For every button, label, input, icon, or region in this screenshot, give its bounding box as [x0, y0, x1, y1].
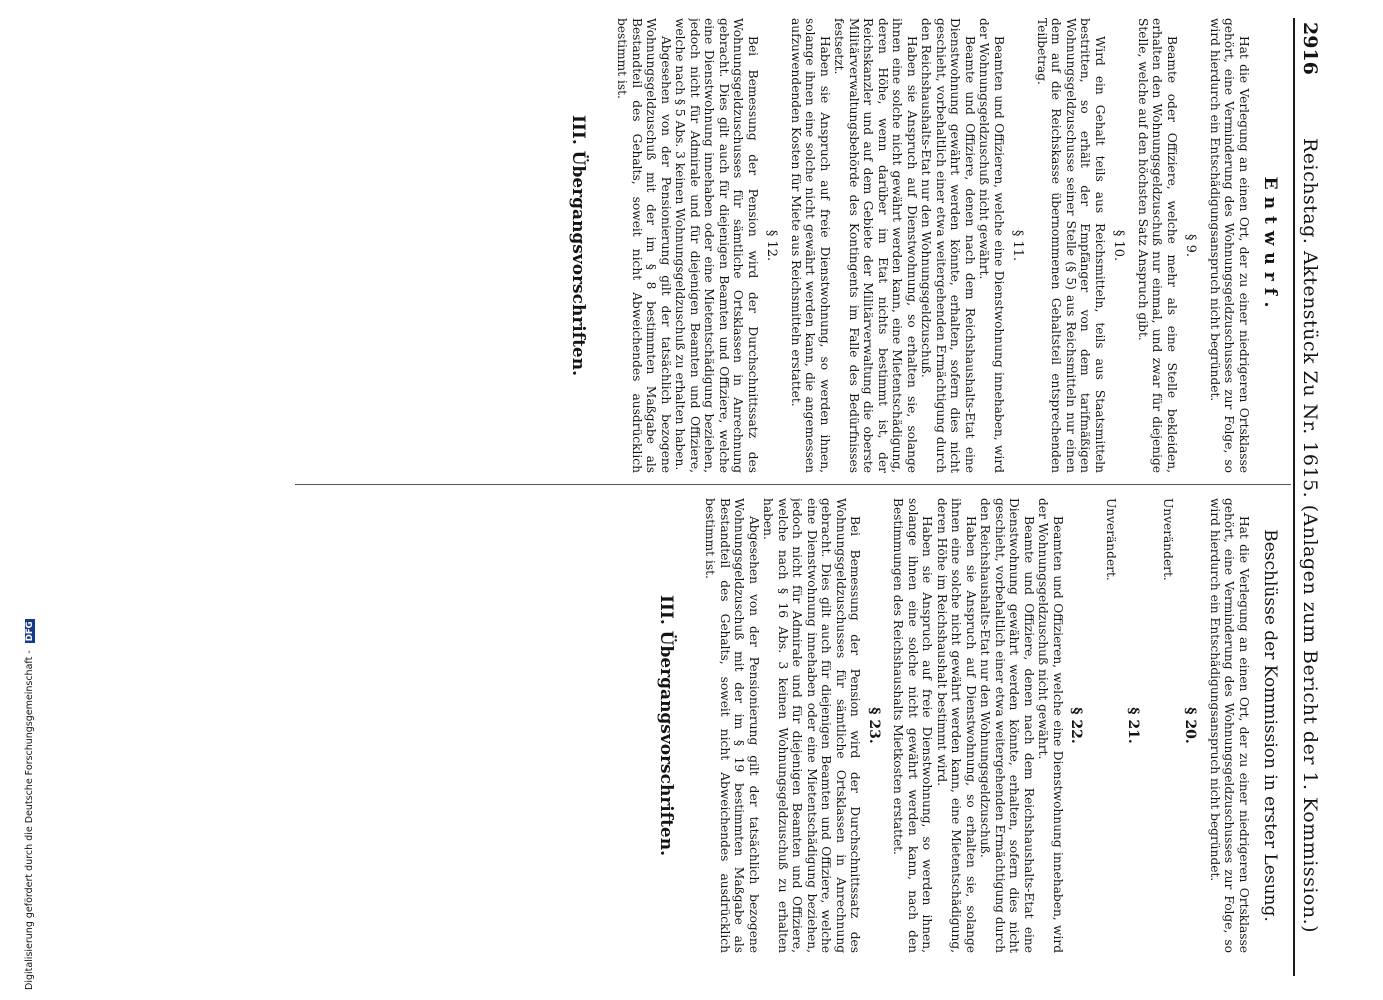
section-22-para-4: Haben sie Anspruch auf freie Dienstwohnung, so werden ihnen, solange ihnen eine solche nicht gewährt werden kann, nach den Bestimmungen des Reichshaushalts Mietkosten erstattet. — [891, 498, 935, 953]
section-12-heading: § 12. — [764, 229, 780, 262]
section-10-text: Wird ein Gehalt teils aus Reichsmitteln, teils aus Staatsmitteln bestritten, so erhält der Empfänger von dem tarifmäßigen Wohnungsgeldzuschusse seiner Stelle (§ 5) aus Reichsmitteln nur einen dem auf die Reichskasse übernommenen Gehaltsteil entsprechenden Teilbetrag. — [1035, 18, 1107, 473]
section-20-heading: § 20. — [1182, 707, 1199, 744]
section-20-text: Unverändert. — [1161, 498, 1175, 581]
resolutions-column — [291, 498, 1291, 953]
credit-text: Digitalisierung gefördert durch die Deutsche Forschungsgemeinschaft - — [24, 650, 35, 990]
section-22-heading: § 22. — [1068, 707, 1085, 744]
section-11-para-2: Beamte und Offiziere, denen nach dem Reichshaushalts-Etat eine Dienstwohnung gewährt werden könnte, erhalten, sofern dies nicht geschieht, vorbehaltlich einer etwa weitergehenden Ermächtigung durch den Reichshaushalts-Etat nur den Wohnungsgeldzuschuß. — [919, 18, 977, 473]
section-11-para-1: Beamten und Offizieren, welche eine Dienstwohnung innehaben, wird der Wohnungsgeldzuschuß nicht gewährt. — [977, 18, 1006, 473]
section-9-heading: § 9. — [1183, 233, 1199, 258]
section-21-heading: § 21. — [1125, 707, 1142, 744]
dfg-logo: DFG — [25, 621, 35, 642]
part-3-heading-right: III. Übergangsvorschriften. — [656, 594, 676, 857]
section-12-para-2: Abgesehen von der Pensionierung gilt der tatsächlich bezogene Wohnungsgeldzuschuß mit der im § 8 bestimmten Maßgabe als Bestandteil des Gehalts, soweit nicht Abweichendes ausdrücklich bestimmt ist. — [615, 18, 673, 473]
resolution-relocation-paragraph: Hat die Verlegung an einen Ort, der zu einer niedrigeren Ortsklasse gehört, eine Verminderung des Wohnungsgeldzuschusses zur Folge, so wird hierdurch ein Entschädigungsanspruch nicht begründet. — [1208, 498, 1251, 953]
header-rule — [1293, 18, 1295, 976]
draft-column — [291, 18, 1291, 473]
part-3-heading: III. Übergangsvorschriften. — [568, 114, 588, 377]
page-header — [1295, 18, 1325, 968]
draft-relocation-paragraph: Hat die Verlegung an einen Ort, der zu einer niedrigeren Ortsklasse gehört, eine Verminderung des Wohnungsgeldzuschusses zur Folge, so wird hierdurch ein Entschädigungsanspruch nicht begründet. — [1208, 18, 1251, 473]
column-divider — [295, 484, 1291, 485]
resolutions-heading: Beschlüsse der Kommission in erster Lesung. — [1260, 529, 1280, 922]
section-22-para-3: Haben sie Anspruch auf Dienstwohnung, so erhalten sie, solange ihnen eine solche nicht gewährt werden kann, eine Mietentschädigung, deren Höhe im Reichshaushalt bestimmt wird. — [935, 498, 978, 953]
page-number: 2916 — [1299, 22, 1321, 75]
section-12-para-1: Bei Bemessung der Pension wird der Durchschnittssatz des Wohnungsgeldzuschusses für sämtliche Ortsklassen in Anrechnung gebracht. Dies gilt auch für diejenigen Beamten und Offiziere, welche eine Dienstwohnung innehaben oder eine Mietentschädigung beziehen, jedoch nicht für Admirale und für diejenigen Beamten und Offiziere, welche nach § 5 Abs. 3 keinen Wohnungsgeldzuschuß zu erhalten haben. — [673, 18, 760, 473]
section-10-heading: § 10. — [1111, 229, 1127, 262]
section-22-para-1: Beamten und Offizieren, welche eine Dienstwohnung innehaben, wird der Wohnungsgeldzuschuß nicht gewährt. — [1036, 498, 1065, 953]
running-title: Reichstag. Aktenstück Zu Nr. 1615. (Anlagen zum Bericht der 1. Kommission.) — [1299, 138, 1321, 934]
section-22-para-2: Beamte und Offiziere, denen nach dem Reichshaushalts-Etat eine Dienstwohnung gewährt werden könnte, erhalten, sofern dies nicht geschieht, vorbehaltlich einer etwa weitergehenden Ermächtigung durch den Reichshaushalts-Etat nur den Wohnungsgeldzuschuß. — [978, 498, 1036, 953]
section-23-para-1: Bei Bemessung der Pension wird der Durchschnittssatz des Wohnungsgeldzuschusses für sämtliche Ortsklassen in Anrechnung gebracht. Dies gilt auch für diejenigen Beamten und Offiziere, welche eine Dienstwohnung innehaben oder eine Mietentschädigung beziehen, jedoch nicht für Admirale und für diejenigen Beamten und Offiziere, welche nach § 16 Abs. 3 keinen Wohnungsgeldzuschuß zu erhalten haben. — [761, 498, 863, 953]
section-11-para-4: Haben sie Anspruch auf freie Dienstwohnung, so werden ihnen, solange ihnen eine solche nicht gewährt werden kann, die angemessen aufzuwendenden Kosten für Miete aus Reichsmitteln erstattet. — [789, 18, 832, 473]
section-11-para-3: Haben sie Anspruch auf Dienstwohnung, so erhalten sie, solange ihnen eine solche nicht gewährt werden kann, eine Mietentschädigung, deren Höhe, wenn darüber im Etat nichts bestimmt ist, der Reichskanzler und auf dem Gebiete der Militärverwaltung die oberste Militärverwaltungsbehörde des Kontingents im Falle des Bedürfnisses festsetzt. — [832, 18, 919, 473]
section-23-heading: § 23. — [866, 707, 882, 744]
section-9-text: Beamte oder Offiziere, welche mehr als eine Stelle bekleiden, erhalten den Wohnungsgeldzuschuß nur einmal, und zwar für diejenige Stelle, welche auf den höchsten Satz Anspruch gibt. — [1136, 18, 1179, 473]
section-21-text: Unverändert. — [1104, 498, 1118, 581]
draft-heading: Entwurf. — [1260, 176, 1280, 315]
section-11-heading: § 11. — [1010, 229, 1026, 262]
digitization-credit — [24, 619, 35, 990]
document-page — [285, 18, 1325, 978]
section-23-para-2: Abgesehen von der Pensionierung gilt der tatsächlich bezogene Wohnungsgeldzuschuß mit der im § 19 bestimmten Maßgabe als Bestandteil des Gehalts, soweit nicht Abweichendes ausdrücklich bestimmt ist. — [703, 498, 761, 953]
